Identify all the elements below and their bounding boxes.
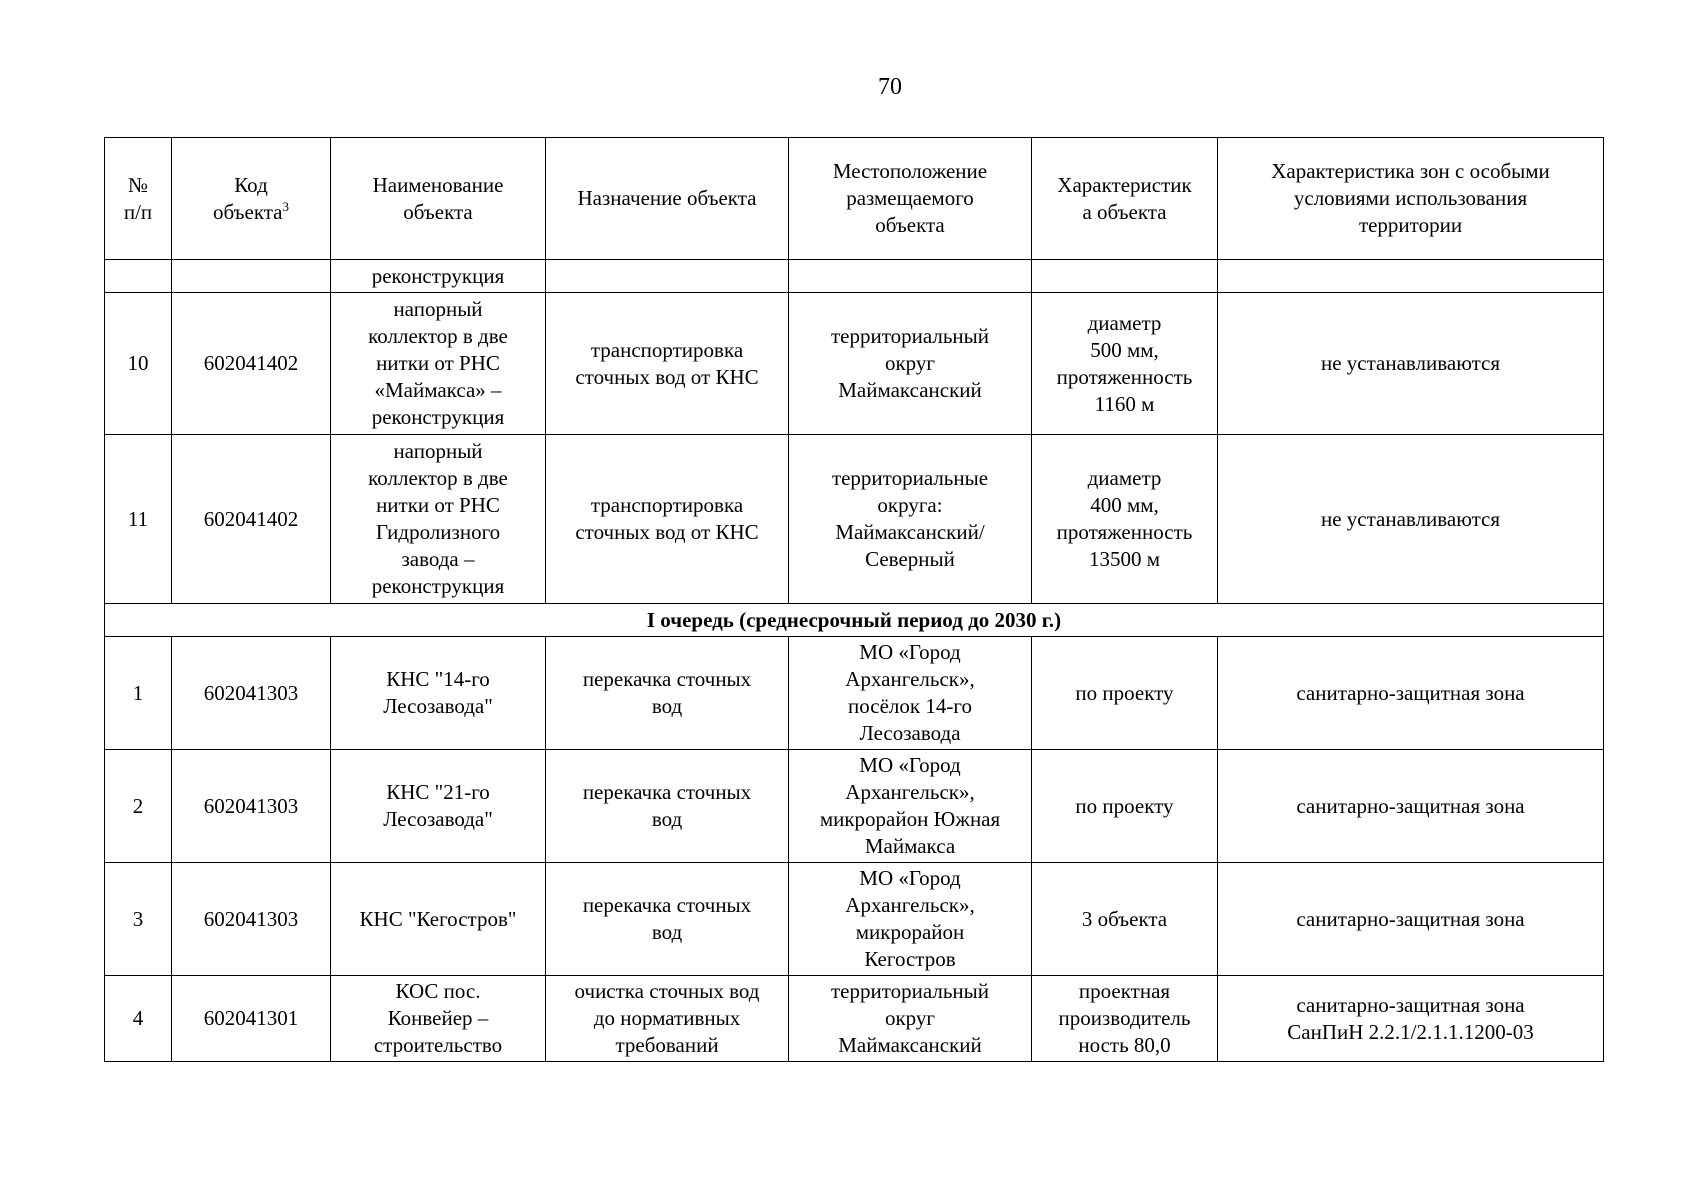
cell-location: МО «Город Архангельск», микрорайон Кегостров <box>789 863 1032 976</box>
table-row <box>105 293 1604 435</box>
cell-location: территориальные округа: Маймаксанский/ Северный <box>789 435 1032 604</box>
cell-name: напорный коллектор в две нитки от РНС «Маймакса» – реконструкция <box>331 293 546 435</box>
cell-num: 2 <box>105 750 172 863</box>
cell-location: МО «Город Архангельск», микрорайон Южная Маймакса <box>789 750 1032 863</box>
cell-name: реконструкция <box>331 260 546 293</box>
table-row <box>105 435 1604 604</box>
cell-location: территориальный округ Маймаксанский <box>789 976 1032 1062</box>
cell-code: 602041301 <box>172 976 331 1062</box>
header-location: Местоположение размещаемого объекта <box>789 138 1032 260</box>
table-row <box>105 260 1604 293</box>
header-num: № п/п <box>105 138 172 260</box>
cell-zones: санитарно-защитная зона СанПиН 2.2.1/2.1.1.1200-03 <box>1218 976 1604 1062</box>
cell-name: напорный коллектор в две нитки от РНС Гидролизного завода – реконструкция <box>331 435 546 604</box>
table-row <box>105 976 1604 1062</box>
cell-code: 602041303 <box>172 750 331 863</box>
cell-characteristic: по проекту <box>1032 750 1218 863</box>
cell-purpose: перекачка сточных вод <box>546 637 789 750</box>
cell-num: 3 <box>105 863 172 976</box>
cell-name: КНС "21-го Лесозавода" <box>331 750 546 863</box>
cell-zones: не устанавливаются <box>1218 435 1604 604</box>
cell-characteristic: 3 объекта <box>1032 863 1218 976</box>
cell-purpose: транспортировка сточных вод от КНС <box>546 435 789 604</box>
cell-characteristic: диаметр 400 мм, протяженность 13500 м <box>1032 435 1218 604</box>
cell-code: 602041303 <box>172 637 331 750</box>
cell-location <box>789 260 1032 293</box>
cell-zones: не устанавливаются <box>1218 293 1604 435</box>
cell-purpose: перекачка сточных вод <box>546 750 789 863</box>
header-purpose: Назначение объекта <box>546 138 789 260</box>
cell-num: 1 <box>105 637 172 750</box>
cell-name: КНС "14-го Лесозавода" <box>331 637 546 750</box>
objects-table <box>104 137 1604 1062</box>
cell-location: МО «Город Архангельск», посёлок 14-го Лесозавода <box>789 637 1032 750</box>
header-code-label: Код объекта <box>212 172 283 224</box>
header-code <box>172 138 331 260</box>
table-row <box>105 863 1604 976</box>
section-title: I очередь (среднесрочный период до 2030 г.) <box>105 604 1604 637</box>
cell-purpose <box>546 260 789 293</box>
cell-num <box>105 260 172 293</box>
header-characteristic: Характеристик а объекта <box>1032 138 1218 260</box>
cell-code: 602041402 <box>172 293 331 435</box>
cell-purpose: перекачка сточных вод <box>546 863 789 976</box>
table-row <box>105 750 1604 863</box>
cell-code: 602041303 <box>172 863 331 976</box>
cell-code: 602041402 <box>172 435 331 604</box>
cell-characteristic: проектная производитель ность 80,0 <box>1032 976 1218 1062</box>
section-row <box>105 604 1604 637</box>
cell-characteristic: диаметр 500 мм, протяженность 1160 м <box>1032 293 1218 435</box>
header-name: Наименование объекта <box>331 138 546 260</box>
header-zones: Характеристика зон с особыми условиями использования территории <box>1218 138 1604 260</box>
cell-code <box>172 260 331 293</box>
cell-zones: санитарно-защитная зона <box>1218 637 1604 750</box>
cell-num: 10 <box>105 293 172 435</box>
cell-name: КНС "Кегостров" <box>331 863 546 976</box>
cell-zones: санитарно-защитная зона <box>1218 863 1604 976</box>
cell-purpose: очистка сточных вод до нормативных требований <box>546 976 789 1062</box>
cell-characteristic: по проекту <box>1032 637 1218 750</box>
cell-num: 4 <box>105 976 172 1062</box>
cell-name: КОС пос. Конвейер – строительство <box>331 976 546 1062</box>
header-row <box>105 138 1604 260</box>
cell-num: 11 <box>105 435 172 604</box>
cell-location: территориальный округ Маймаксанский <box>789 293 1032 435</box>
cell-purpose: транспортировка сточных вод от КНС <box>546 293 789 435</box>
cell-zones <box>1218 260 1604 293</box>
cell-zones: санитарно-защитная зона <box>1218 750 1604 863</box>
footnote-mark: 3 <box>282 198 290 214</box>
cell-characteristic <box>1032 260 1218 293</box>
page-number: 70 <box>878 74 902 100</box>
table-row <box>105 637 1604 750</box>
